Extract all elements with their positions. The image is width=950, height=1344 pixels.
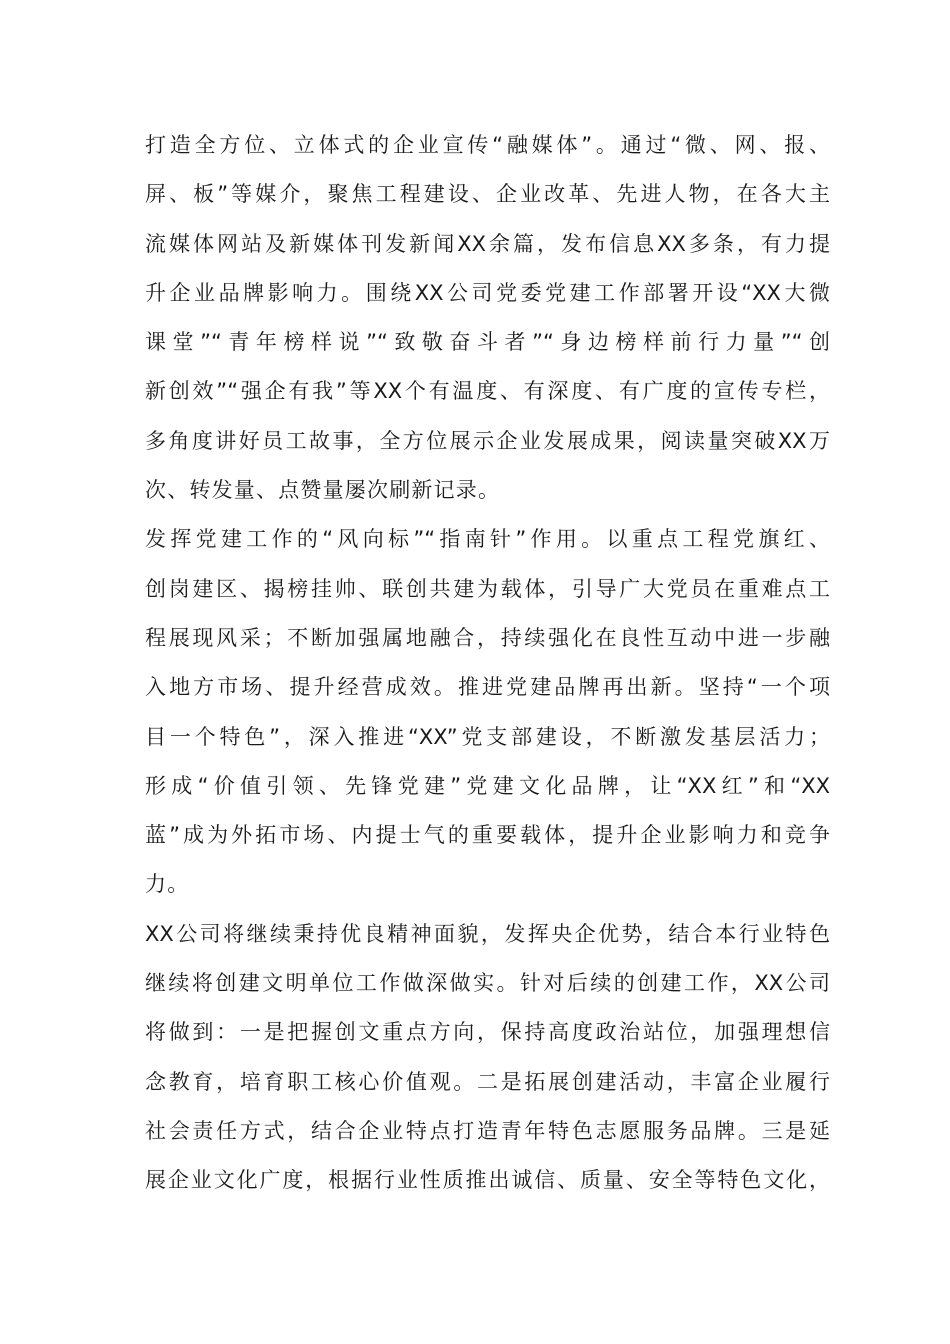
text-line: 念教育，培育职工核心价值观。二是拓展创建活动，丰富企业履行 [145,1069,830,1094]
text-line: 继续将创建文明单位工作做深做实。针对后续的创建工作，XX公司 [145,971,830,996]
text-line: 将做到：一是把握创文重点方向，保持高度政治站位，加强理想信 [145,1020,830,1045]
text-line: 展企业文化广度，根据行业性质推出诚信、质量、安全等特色文化， [145,1168,830,1193]
text-line: 程展现风采；不断加强属地融合，持续强化在良性互动中进一步融 [145,625,830,650]
text-line: 屏、板”等媒介，聚焦工程建设、企业改革、先进人物，在各大主 [145,182,830,207]
text-line: 目一个特色”，深入推进“XX”党支部建设，不断激发基层活力； [145,724,830,749]
text-line: 多角度讲好员工故事，全方位展示企业发展成果，阅读量突破XX万 [145,428,830,453]
text-line: 打造全方位、立体式的企业宣传“融媒体”。通过“微、网、报、 [145,133,830,157]
text-line: 创岗建区、揭榜挂帅、联创共建为载体，引导广大党员在重难点工 [145,576,830,601]
text-line: 蓝”成为外拓市场、内提士气的重要载体，提升企业影响力和竞争 [145,823,830,848]
text-line: 次、转发量、点赞量屡次刷新记录。 [145,478,501,503]
text-line: 流媒体网站及新媒体刊发新闻XX余篇，发布信息XX多条，有力提 [145,231,830,256]
text-line: 力。 [145,872,190,897]
text-line: 课堂”“青年榜样说”“致敬奋斗者”“身边榜样前行力量”“创 [145,330,830,355]
text-line: XX公司将继续秉持优良精神面貌，发挥央企优势，结合本行业特色 [145,921,830,946]
body-text [145,132,830,1217]
text-line: 形成“价值引领、先锋党建”党建文化品牌，让“XX红”和“XX [145,773,830,798]
text-line: 发挥党建工作的“风向标”“指南针”作用。以重点工程党旗红、 [145,527,830,552]
text-line: 升企业品牌影响力。围绕XX公司党委党建工作部署开设“XX大微 [145,280,830,305]
text-line: 社会责任方式，结合企业特点打造青年特色志愿服务品牌。三是延 [145,1118,830,1143]
text-line: 入地方市场、提升经营成效。推进党建品牌再出新。坚持“一个项 [145,675,830,700]
text-line: 新创效”“强企有我”等XX个有温度、有深度、有广度的宣传专栏， [145,379,830,404]
